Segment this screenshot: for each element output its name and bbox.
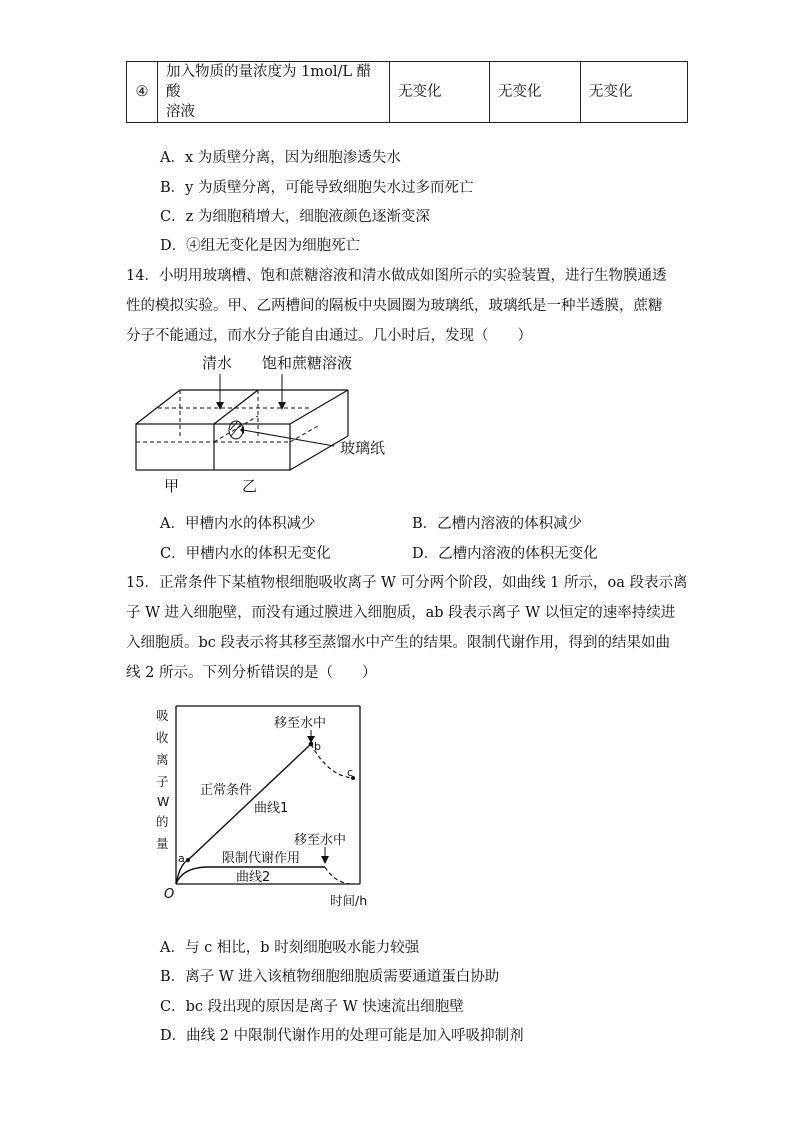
ylabel-char-4: 子 (156, 774, 169, 789)
q15-option-b: B．离子 W 进入该植物细胞细胞质需要通道蛋白协助 (160, 969, 500, 985)
point-c-label: c (347, 766, 354, 779)
result-cell-1: 无变化 (390, 62, 490, 123)
substance-cell (158, 62, 390, 123)
limit-metabolism-label: 限制代谢作用 (222, 851, 301, 866)
row-number: ④ (127, 62, 158, 123)
point-a-label: a (178, 852, 185, 865)
label-water: 清水 (202, 354, 233, 372)
q15-stem-line-4: 线 2 所示。下列分析错误的是（ ） (126, 665, 377, 681)
result-cell-3: 无变化 (581, 62, 688, 123)
q13-option-b: B．y 为质壁分离，可能导致细胞失水过多而死亡 (160, 180, 474, 196)
origin-label: O (164, 887, 175, 902)
ylabel-char-6: 的 (156, 814, 169, 829)
label-sucrose: 饱和蔗糖溶液 (262, 354, 353, 372)
move-label-2: 移至水中 (294, 833, 347, 848)
q15-stem-line-1: 15．正常条件下某植物根细胞吸收离子 W 可分两个阶段，如曲线 1 所示，oa 段表示离 (126, 575, 688, 591)
label-glass-paper: 玻璃纸 (340, 439, 386, 457)
xlabel: 时间/h (330, 893, 368, 908)
label-yi: 乙 (242, 477, 258, 495)
q13-option-c: C．z 为细胞稍增大，细胞液颜色逐渐变深 (160, 209, 430, 225)
move-label-1: 移至水中 (274, 716, 327, 731)
q14-option-b: B．乙槽内溶液的体积减少 (412, 516, 583, 532)
table-row (127, 62, 688, 123)
q14-stem-line-1: 14．小明用玻璃槽、饱和蔗糖溶液和清水做成如图所示的实验装置，进行生物膜通透 (126, 268, 667, 284)
point-b-label: b (314, 740, 321, 753)
curve-1-label: 曲线1 (254, 801, 289, 816)
ion-absorption-figure (150, 700, 380, 912)
q14-stem-line-2: 性的模拟实验。甲、乙两槽间的隔板中央圆圈为玻璃纸，玻璃纸是一种半透膜，蔗糖 (126, 298, 663, 314)
ylabel-char-2: 收 (156, 730, 169, 745)
result-cell-2: 无变化 (490, 62, 581, 123)
q14-option-c: C．甲槽内水的体积无变化 (160, 546, 331, 562)
normal-condition-label: 正常条件 (200, 783, 253, 798)
substance-line-1: 加入物质的量浓度为 1mol/L 醋酸 (166, 64, 372, 100)
q15-option-d: D．曲线 2 中限制代谢作用的处理可能是加入呼吸抑制剂 (160, 1028, 524, 1044)
q14-stem-line-3: 分子不能通过，而水分子能自由通过。几小时后，发现（ ） (126, 328, 532, 344)
q15-option-c: C．bc 段出现的原因是离子 W 快速流出细胞壁 (160, 999, 464, 1015)
label-jia: 甲 (164, 477, 180, 495)
curve-2-label: 曲线2 (236, 870, 271, 885)
q14-option-a: A．甲槽内水的体积减少 (160, 516, 316, 532)
q15-stem-line-2: 子 W 进入细胞壁，而没有通过膜进入细胞质，ab 段表示离子 W 以恒定的速率持续进 (126, 605, 676, 621)
glass-trough-figure (130, 350, 400, 500)
ylabel-char-7: 量 (156, 836, 169, 851)
result-table (126, 61, 688, 123)
q13-option-d: D．④组无变化是因为细胞死亡 (160, 238, 361, 254)
ylabel-char-3: 离 (156, 752, 169, 767)
curve-2-dashed (325, 867, 350, 884)
ylabel-char-5: W (157, 794, 170, 809)
ylabel-char-1: 吸 (156, 708, 169, 723)
q15-option-a: A．与 c 相比，b 时刻细胞吸水能力较强 (160, 940, 420, 956)
q14-option-d: D．乙槽内溶液的体积无变化 (412, 546, 598, 562)
substance-line-2: 溶液 (166, 104, 195, 120)
q13-option-a: A．x 为质壁分离，因为细胞渗透失水 (160, 150, 401, 166)
q15-stem-line-3: 入细胞质。bc 段表示将其移至蒸馏水中产生的结果。限制代谢作用，得到的结果如曲 (126, 635, 671, 651)
